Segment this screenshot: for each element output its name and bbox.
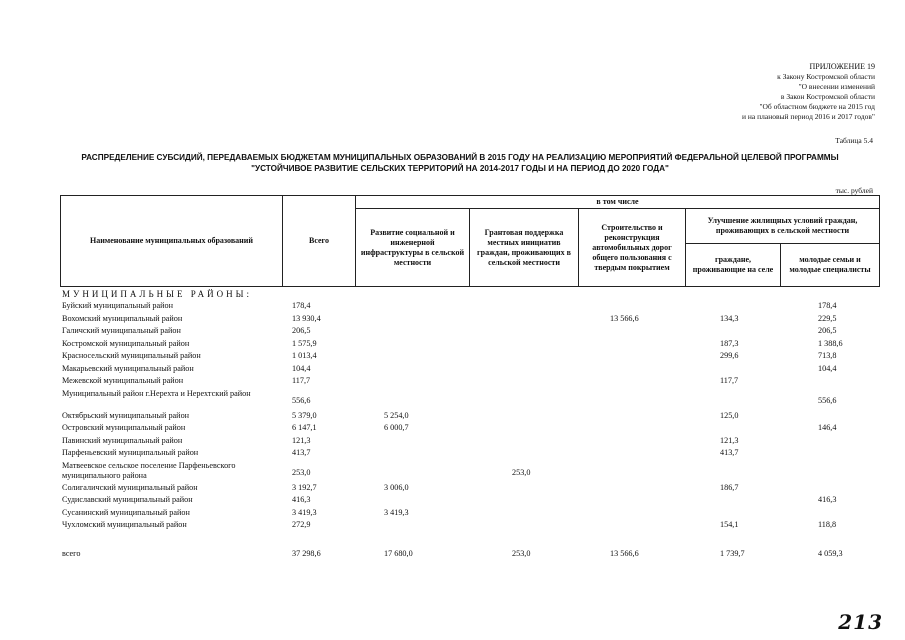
row-name: Островский муниципальный район — [62, 423, 186, 432]
table-row — [62, 301, 882, 314]
totals-grants: 253,0 — [512, 549, 531, 558]
table-row — [62, 436, 882, 449]
row-citizens: 186,7 — [720, 482, 739, 492]
row-citizens: 134,3 — [720, 313, 739, 323]
appendix-line: в Закон Костромской области — [780, 92, 875, 101]
header-housing: Улучшение жилищных условий граждан, проживающих в сельской местности — [686, 209, 880, 244]
row-total: 556,6 — [292, 395, 311, 405]
appendix-line: к Закону Костромской области — [777, 72, 875, 81]
row-name: Вохомский муниципальный район — [62, 313, 183, 323]
table-row — [62, 326, 882, 339]
row-total: 1 575,9 — [292, 338, 317, 348]
row-citizens: 121,3 — [720, 435, 739, 445]
row-citizens: 413,7 — [720, 448, 739, 457]
table-row — [62, 411, 882, 424]
row-young: 104,4 — [818, 363, 837, 373]
row-social: 6 000,7 — [384, 423, 409, 432]
table-row — [62, 376, 882, 389]
row-name: Чухломский муниципальный район — [62, 520, 187, 529]
table-row — [62, 364, 882, 377]
appendix-line: и на плановый период 2016 и 2017 годов" — [742, 112, 875, 121]
row-name: Солигаличский муниципальный район — [62, 482, 198, 492]
row-total: 178,4 — [292, 301, 311, 310]
row-total: 253,0 — [292, 467, 311, 477]
totals-row — [62, 549, 882, 561]
table-row — [62, 508, 882, 521]
totals-social: 17 680,0 — [384, 549, 413, 558]
table-row — [62, 389, 882, 411]
table-row — [62, 461, 882, 483]
row-total: 121,3 — [292, 435, 311, 445]
appendix-line: ПРИЛОЖЕНИЕ 19 — [809, 62, 875, 71]
row-name: Галичский муниципальный район — [62, 326, 181, 335]
row-total: 117,7 — [292, 376, 311, 385]
row-social: 3 419,3 — [384, 507, 409, 517]
totals-all: 37 298,6 — [292, 549, 321, 558]
row-citizens: 117,7 — [720, 376, 739, 385]
header-young: молодые семьи и молодые специалисты — [781, 244, 880, 287]
row-name: Красносельский муниципальный район — [62, 351, 201, 360]
header-grants: Грантовая поддержка местных инициатив граждан, проживающих в сельской местности — [470, 209, 579, 287]
row-citizens: 125,0 — [720, 410, 739, 420]
row-young: 146,4 — [818, 423, 837, 432]
row-young: 713,8 — [818, 351, 837, 360]
totals-label: всего — [62, 549, 81, 558]
table-row — [62, 495, 882, 508]
page-number: 213 — [838, 610, 883, 634]
row-total: 3 419,3 — [292, 507, 317, 517]
row-young: 206,5 — [818, 326, 837, 335]
appendix-line: "Об областном бюджете на 2015 год — [759, 102, 875, 111]
row-grants: 253,0 — [512, 467, 531, 477]
row-name: Буйский муниципальный район — [62, 301, 173, 310]
appendix-line: "О внесении изменений — [798, 82, 875, 91]
header-total: Всего — [283, 196, 356, 287]
table-row — [62, 351, 882, 364]
row-total: 104,4 — [292, 363, 311, 373]
table-row — [62, 483, 882, 496]
document-title — [40, 152, 880, 174]
row-young: 118,8 — [818, 520, 837, 529]
table-number: Таблица 5.4 — [835, 136, 873, 145]
row-young: 178,4 — [818, 301, 837, 310]
table-header — [60, 195, 880, 287]
row-total: 206,5 — [292, 326, 311, 335]
row-name: Павинский муниципальный район — [62, 435, 183, 445]
totals-young: 4 059,3 — [818, 549, 843, 558]
row-name: Парфеньевский муниципальный район — [62, 448, 199, 457]
header-citizens: граждане, проживающие на селе — [686, 244, 781, 287]
row-young: 416,3 — [818, 495, 837, 504]
row-roads: 13 566,6 — [610, 313, 639, 323]
units-label: тыс. рублей — [835, 186, 873, 195]
row-citizens: 187,3 — [720, 338, 739, 348]
row-total: 1 013,4 — [292, 351, 317, 360]
row-total: 6 147,1 — [292, 423, 317, 432]
table-row — [62, 314, 882, 327]
title-line-2: "УСТОЙЧИВОЕ РАЗВИТИЕ СЕЛЬСКИХ ТЕРРИТОРИЙ НА 2014-2017 ГОДЫ И НА ПЕРИОД ДО 2020 ГОДА" — [251, 164, 669, 173]
totals-roads: 13 566,6 — [610, 549, 639, 558]
title-line-1: РАСПРЕДЕЛЕНИЕ СУБСИДИЙ, ПЕРЕДАВАЕМЫХ БЮДЖЕТАМ МУНИЦИПАЛЬНЫХ ОБРАЗОВАНИЙ В 2015 ГОДУ НА РЕАЛИЗАЦИЮ МЕРОПРИЯТИЙ ФЕДЕРАЛЬНОЙ ЦЕЛЕВОЙ ПРОГРАММЫ — [81, 153, 839, 162]
appendix-block — [742, 62, 875, 122]
section-label: МУНИЦИПАЛЬНЫЕ РАЙОНЫ: — [62, 289, 252, 299]
header-including: в том числе — [356, 196, 880, 209]
row-name: Межевской муниципальный район — [62, 376, 184, 385]
row-total: 3 192,7 — [292, 482, 317, 492]
row-young: 1 388,6 — [818, 338, 843, 348]
row-name: Матвеевское сельское поселение Парфеньевского муниципального района — [62, 460, 236, 480]
row-citizens: 154,1 — [720, 520, 739, 529]
table-row — [62, 339, 882, 352]
row-total: 5 379,0 — [292, 410, 317, 420]
row-total: 413,7 — [292, 448, 311, 457]
row-total: 272,9 — [292, 520, 311, 529]
row-total: 416,3 — [292, 495, 311, 504]
header-name: Наименование муниципальных образований — [61, 196, 283, 287]
row-total: 13 930,4 — [292, 313, 321, 323]
row-name: Макарьевский муниципальный район — [62, 363, 194, 373]
row-name: Костромской муниципальный район — [62, 338, 190, 348]
row-young: 229,5 — [818, 313, 837, 323]
row-citizens: 299,6 — [720, 351, 739, 360]
row-name: Сусанинский муниципальный район — [62, 507, 190, 517]
row-social: 3 006,0 — [384, 482, 409, 492]
row-young: 556,6 — [818, 395, 837, 405]
row-name: Судиславский муниципальный район — [62, 495, 193, 504]
row-social: 5 254,0 — [384, 410, 409, 420]
row-name: Октябрьский муниципальный район — [62, 410, 190, 420]
totals-citizens: 1 739,7 — [720, 549, 745, 558]
row-name: Муниципальный район г.Нерехта и Нерехтский район — [62, 388, 251, 398]
header-social: Развитие социальной и инженерной инфраструктуры в сельской местности — [356, 209, 470, 287]
header-roads: Строительство и реконструкция автомобильных дорог общего пользования с твердым покрытием — [579, 209, 686, 287]
table-row — [62, 448, 882, 461]
table-body — [62, 289, 882, 533]
table-row — [62, 520, 882, 533]
table-row — [62, 423, 882, 436]
